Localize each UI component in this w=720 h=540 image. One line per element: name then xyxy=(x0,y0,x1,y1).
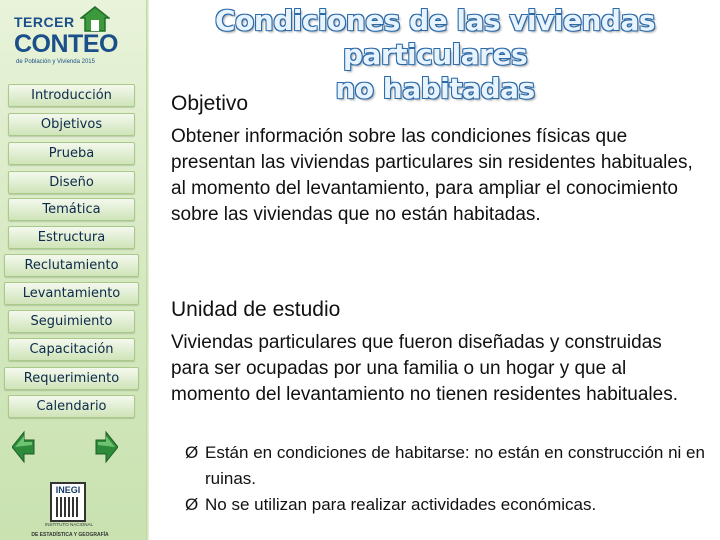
inegi-caption-1: INSTITUTO NACIONAL xyxy=(45,522,93,527)
page-title-line1: Condiciones de las viviendas particulares xyxy=(214,4,656,71)
bullet-text: No se utilizan para realizar actividades económicas. xyxy=(205,495,597,514)
tercer-conteo-logo xyxy=(10,6,128,70)
sidebar-item-introduccion[interactable]: Introducción xyxy=(8,84,135,107)
sidebar-item-prueba[interactable]: Prueba xyxy=(8,142,135,165)
logo-line2: CONTEO xyxy=(14,30,118,58)
inegi-emblem-label: INEGI xyxy=(55,485,81,495)
objective-heading: Objetivo xyxy=(171,92,249,115)
list-item xyxy=(185,440,705,492)
logo-line1: TERCER xyxy=(14,14,75,30)
page-title xyxy=(150,4,720,106)
sidebar-item-estructura[interactable]: Estructura xyxy=(8,226,135,249)
unit-heading: Unidad de estudio xyxy=(171,298,341,321)
inegi-emblem xyxy=(50,482,86,522)
logo-line3: de Población y Vivienda 2015 xyxy=(16,59,95,65)
inegi-caption-2: DE ESTADÍSTICA Y GEOGRAFÍA xyxy=(31,532,109,538)
arrow-left-icon[interactable] xyxy=(12,430,36,464)
house-logo-icon xyxy=(80,6,110,32)
inegi-emblem-bars xyxy=(56,497,80,517)
objective-text: Obtener información sobre las condiciones físicas que presentan las viviendas particulares sin residentes habituales, al momento del levantamiento, para ampliar el conocimiento sobre las viviendas que no están habitadas. xyxy=(171,126,693,225)
sidebar-item-levantamiento[interactable]: Levantamiento xyxy=(4,282,139,305)
bullet-arrow-icon: Ø xyxy=(185,495,199,514)
sidebar-item-requerimiento[interactable]: Requerimiento xyxy=(4,367,139,390)
sidebar-item-objetivos[interactable]: Objetivos xyxy=(8,113,135,136)
inegi-logo xyxy=(31,480,109,540)
sidebar-divider xyxy=(146,0,149,540)
bullet-text: Están en condiciones de habitarse: no están en construcción ni en ruinas. xyxy=(205,443,705,488)
sidebar-item-calendario[interactable]: Calendario xyxy=(8,395,135,418)
unit-text: Viviendas particulares que fueron diseñadas y construidas para ser ocupadas por una familia o un hogar y que al momento del levantamiento no tienen residentes habituales. xyxy=(171,332,678,405)
sidebar-item-tematica[interactable]: Temática xyxy=(8,198,135,221)
page-title-line2: no habitadas xyxy=(335,72,535,105)
list-item xyxy=(185,492,705,518)
sidebar-item-seguimiento[interactable]: Seguimiento xyxy=(8,310,135,333)
bullet-arrow-icon: Ø xyxy=(185,443,199,462)
arrow-right-icon[interactable] xyxy=(94,430,118,464)
navigation-arrows xyxy=(12,430,120,464)
sidebar-item-diseno[interactable]: Diseño xyxy=(8,171,135,194)
sidebar-item-reclutamiento[interactable]: Reclutamiento xyxy=(4,254,139,277)
sidebar-item-capacitacion[interactable]: Capacitación xyxy=(8,338,135,361)
